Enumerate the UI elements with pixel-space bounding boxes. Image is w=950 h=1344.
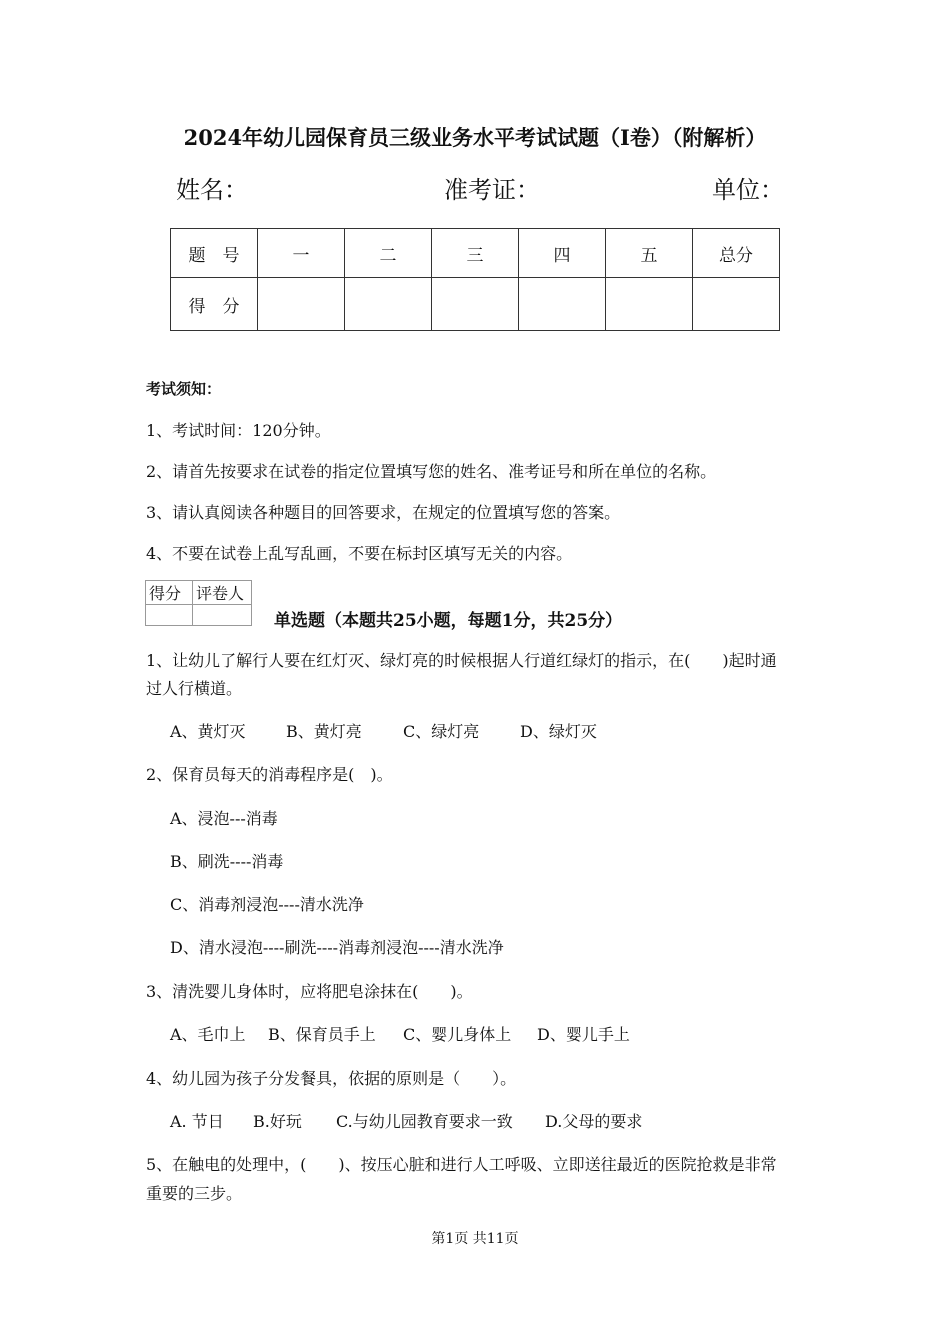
score-cell xyxy=(606,278,693,331)
question-1-text-cont: 过人行横道。 xyxy=(146,679,243,698)
question-5-text: 5、在触电的处理中，( )、按压心脏和进行人工呼吸、立即送往最近的医院抢救是非常 xyxy=(146,1155,777,1174)
question-3-option-d: D、婴儿手上 xyxy=(537,1025,630,1044)
question-4-option-c: C.与幼儿园教育要求一致 xyxy=(336,1112,513,1131)
grader-name-label: 评卷人 xyxy=(193,581,252,605)
score-cell xyxy=(432,278,519,331)
question-4-text: 4、幼儿园为孩子分发餐具，依据的原则是（ ）。 xyxy=(146,1069,517,1088)
question-1-text: 1、让幼儿了解行人要在红灯灭、绿灯亮的时候根据人行道红绿灯的指示，在( )起时通 xyxy=(146,651,777,670)
score-cell xyxy=(693,278,780,331)
question-4-option-d: D.父母的要求 xyxy=(545,1112,643,1131)
unit-field-label: 单位： xyxy=(712,176,784,204)
score-header-cell: 二 xyxy=(345,229,432,278)
question-4-option-a: A. 节日 xyxy=(170,1112,224,1131)
question-3-option-a: A、毛巾上 xyxy=(170,1025,246,1044)
notice-item: 1、考试时间：120分钟。 xyxy=(146,421,331,440)
question-2-option-d: D、清水浸泡----刷洗----消毒剂浸泡----清水洗净 xyxy=(170,938,504,957)
question-3-option-b: B、保育员手上 xyxy=(268,1025,376,1044)
question-2-option-b: B、刷洗----消毒 xyxy=(170,852,284,871)
score-table xyxy=(170,228,780,331)
notice-item: 2、请首先按要求在试卷的指定位置填写您的姓名、准考证号和所在单位的名称。 xyxy=(146,462,717,481)
question-1-option-a: A、黄灯灭 xyxy=(170,722,246,741)
question-1-option-b: B、黄灯亮 xyxy=(286,722,362,741)
score-header-cell: 题 号 xyxy=(171,229,258,278)
question-4-option-b: B.好玩 xyxy=(253,1112,302,1131)
question-1-option-c: C、绿灯亮 xyxy=(403,722,480,741)
question-3-text: 3、清洗婴儿身体时，应将肥皂涂抹在( )。 xyxy=(146,982,473,1001)
score-header-cell: 五 xyxy=(606,229,693,278)
question-2-option-a: A、浸泡---消毒 xyxy=(170,809,278,828)
section-title: 单选题（本题共25小题，每题1分，共25分） xyxy=(274,611,623,631)
question-5-text-cont: 重要的三步。 xyxy=(146,1184,243,1203)
score-header-cell: 三 xyxy=(432,229,519,278)
page-footer: 第1页 共11页 xyxy=(431,1231,519,1247)
score-row-label: 得 分 xyxy=(171,278,258,331)
score-cell xyxy=(345,278,432,331)
exam-id-field-label: 准考证： xyxy=(444,176,540,204)
score-header-cell: 一 xyxy=(258,229,345,278)
score-header-cell: 四 xyxy=(519,229,606,278)
grader-score-label: 得分 xyxy=(146,581,193,605)
score-cell xyxy=(519,278,606,331)
grader-name-cell xyxy=(193,605,252,626)
score-table-header-row xyxy=(171,229,780,278)
notice-item: 4、不要在试卷上乱写乱画，不要在标封区填写无关的内容。 xyxy=(146,544,573,563)
score-header-cell: 总分 xyxy=(693,229,780,278)
name-field-label: 姓名： xyxy=(176,176,248,204)
question-2-option-c: C、消毒剂浸泡----清水洗净 xyxy=(170,895,364,914)
notice-title: 考试须知： xyxy=(146,380,222,398)
question-2-text: 2、保育员每天的消毒程序是( )。 xyxy=(146,765,393,784)
question-1-option-d: D、绿灯灭 xyxy=(520,722,597,741)
score-cell xyxy=(258,278,345,331)
grader-score-cell xyxy=(146,605,193,626)
question-3-option-c: C、婴儿身体上 xyxy=(403,1025,512,1044)
grader-box xyxy=(145,580,252,626)
notice-item: 3、请认真阅读各种题目的回答要求，在规定的位置填写您的答案。 xyxy=(146,503,621,522)
page-title: 2024年幼儿园保育员三级业务水平考试试题（I卷）（附解析） xyxy=(183,125,767,150)
score-table-score-row xyxy=(171,278,780,331)
